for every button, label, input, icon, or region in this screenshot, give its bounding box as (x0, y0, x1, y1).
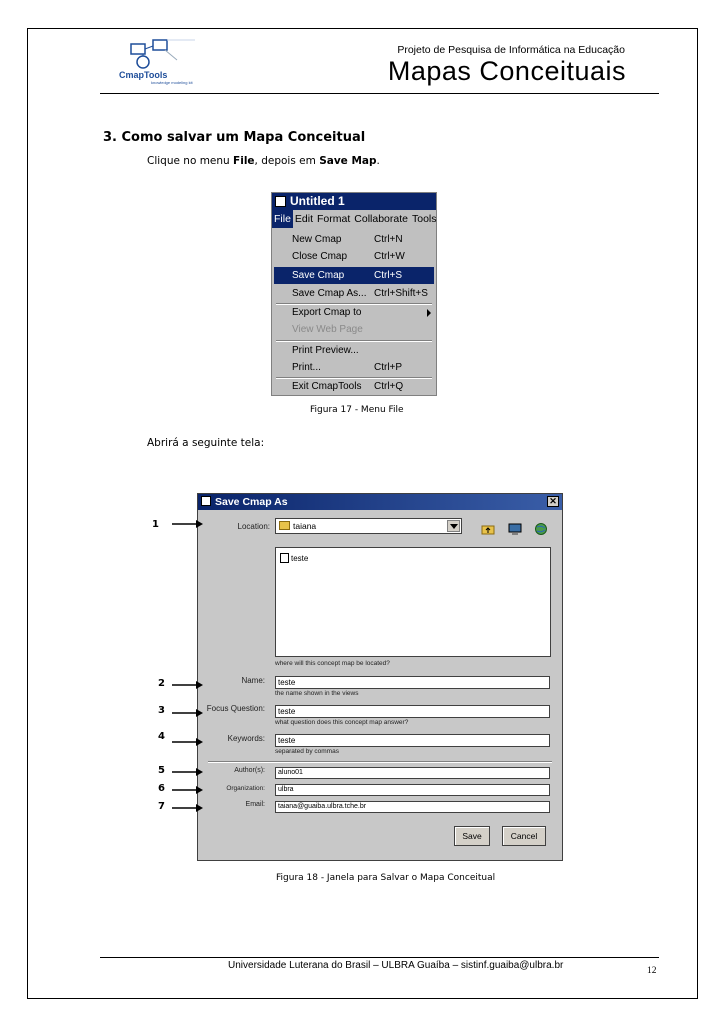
location-label: Location: (237, 522, 270, 531)
menubar (272, 210, 436, 228)
instruction-paragraph (147, 155, 380, 167)
instruction-item: Save Map (319, 155, 377, 167)
menu-collaborate[interactable]: Collaborate (354, 213, 408, 225)
dialog-title: Save Cmap As (215, 496, 288, 508)
footer-text: Universidade Luterana do Brasil – ULBRA Guaíba – sistinf.guaiba@ulbra.br (228, 960, 564, 971)
menu-item-label: Print Preview... (292, 345, 359, 356)
callout-number-4: 4 (158, 731, 165, 742)
name-label: Name: (241, 676, 265, 685)
authors-label: Author(s): (234, 767, 265, 774)
window-titlebar (272, 193, 436, 210)
menu-file[interactable]: File (272, 210, 293, 228)
file-dropdown (274, 228, 434, 394)
save-dialog-screenshot (197, 493, 563, 861)
instruction-menu: File (233, 155, 255, 167)
menu-format[interactable]: Format (317, 213, 351, 225)
list-item[interactable] (280, 553, 308, 563)
arrow-icon (172, 767, 204, 777)
organization-field[interactable]: ulbra (275, 784, 550, 796)
callout-number-2: 2 (158, 678, 165, 689)
header-subtitle: Projeto de Pesquisa de Informática na Educação (397, 44, 625, 56)
menu-item-print-preview[interactable] (274, 342, 434, 359)
header-divider (100, 93, 659, 94)
close-icon[interactable]: ✕ (547, 496, 559, 507)
location-value: taiana (293, 521, 317, 531)
callout-number-5: 5 (158, 765, 165, 776)
instruction-pre: Clique no menu (147, 155, 234, 167)
instruction-mid: , depois em (254, 155, 320, 167)
menu-item-shortcut: Ctrl+Shift+S (374, 288, 428, 299)
arrow-icon (172, 785, 204, 795)
page-number: 12 (647, 966, 657, 976)
chevron-down-icon[interactable] (447, 520, 460, 532)
keywords-hint: separated by commas (275, 748, 339, 755)
menu-edit[interactable]: Edit (294, 213, 314, 225)
figure-18-caption: Figura 18 - Janela para Salvar o Mapa Conceitual (276, 873, 496, 883)
name-hint: the name shown in the views (275, 690, 359, 697)
app-icon (201, 496, 211, 506)
menu-item-export-cmap[interactable] (274, 304, 434, 321)
instruction-post: . (376, 155, 380, 167)
menu-item-label: Print... (292, 362, 321, 373)
focus-question-label: Focus Question: (206, 704, 265, 713)
keywords-label: Keywords: (227, 734, 265, 743)
menu-item-label: Save Cmap As... (292, 288, 367, 299)
section-heading: 3. Como salvar um Mapa Conceitual (103, 130, 366, 145)
name-field[interactable]: teste (275, 676, 550, 689)
callout-number-7: 7 (158, 801, 165, 812)
dialog-divider (208, 761, 552, 763)
folder-icon (279, 521, 290, 530)
organization-label: Organization: (226, 785, 265, 792)
dialog-titlebar (198, 494, 562, 510)
globe-icon[interactable] (534, 523, 548, 535)
callout-number-6: 6 (158, 783, 165, 794)
menu-item-label: Close Cmap (292, 251, 348, 262)
menu-item-view-web-page (274, 321, 434, 338)
menu-item-label: New Cmap (292, 234, 342, 245)
location-hint: where will this concept map be located? (275, 660, 390, 667)
save-button[interactable]: Save (454, 826, 490, 846)
menu-item-close-cmap[interactable] (274, 248, 434, 265)
callout-number-3: 3 (158, 705, 165, 716)
arrow-icon (172, 708, 204, 718)
folder-up-icon[interactable] (481, 523, 495, 535)
logo-tagline: knowledge modeling kit (151, 80, 193, 85)
email-label: Email: (245, 801, 265, 808)
cmaptools-logo (117, 38, 197, 86)
file-menu-screenshot (271, 192, 437, 396)
menu-item-new-cmap[interactable] (274, 231, 434, 248)
arrow-icon (172, 519, 204, 529)
arrow-icon (172, 737, 204, 747)
cmap-file-icon (280, 553, 289, 563)
authors-field[interactable]: aluno01 (275, 767, 550, 779)
arrow-icon (172, 803, 204, 813)
menu-item-label: Export Cmap to (292, 307, 362, 318)
submenu-arrow-icon (427, 309, 431, 317)
menu-item-shortcut: Ctrl+Q (374, 381, 404, 392)
focus-question-field[interactable]: teste (275, 705, 550, 718)
menu-item-label: Exit CmapTools (292, 381, 362, 392)
location-select[interactable] (275, 518, 462, 534)
menu-item-shortcut: Ctrl+S (374, 270, 403, 281)
file-item-label: teste (291, 554, 309, 563)
file-list[interactable] (275, 547, 551, 657)
menu-item-save-cmap[interactable] (274, 267, 434, 284)
menu-item-save-cmap-as[interactable] (274, 285, 434, 302)
menu-item-print[interactable] (274, 359, 434, 376)
desktop-icon[interactable] (508, 523, 522, 535)
keywords-field[interactable]: teste (275, 734, 550, 747)
window-title: Untitled 1 (290, 194, 345, 208)
menu-item-exit[interactable] (274, 378, 434, 395)
menu-item-shortcut: Ctrl+P (374, 362, 403, 373)
logo-text: CmapTools (119, 70, 168, 80)
cancel-button[interactable]: Cancel (502, 826, 546, 846)
menu-item-shortcut: Ctrl+N (374, 234, 403, 245)
menu-item-label: Save Cmap (292, 270, 345, 281)
footer-divider (100, 957, 659, 958)
menu-item-label: View Web Page (292, 324, 363, 335)
menu-item-shortcut: Ctrl+W (374, 251, 405, 262)
menu-tools[interactable]: Tools (411, 213, 437, 225)
figure-17-caption: Figura 17 - Menu File (310, 405, 404, 415)
email-field[interactable]: taiana@guaiba.ulbra.tche.br (275, 801, 550, 813)
header-title: Mapas Conceituais (387, 56, 626, 86)
arrow-icon (172, 680, 204, 690)
callout-number-1: 1 (152, 519, 159, 530)
paragraph-2: Abrirá a seguinte tela: (147, 437, 265, 449)
focus-question-hint: what question does this concept map answer? (275, 719, 409, 726)
app-icon (275, 196, 286, 207)
